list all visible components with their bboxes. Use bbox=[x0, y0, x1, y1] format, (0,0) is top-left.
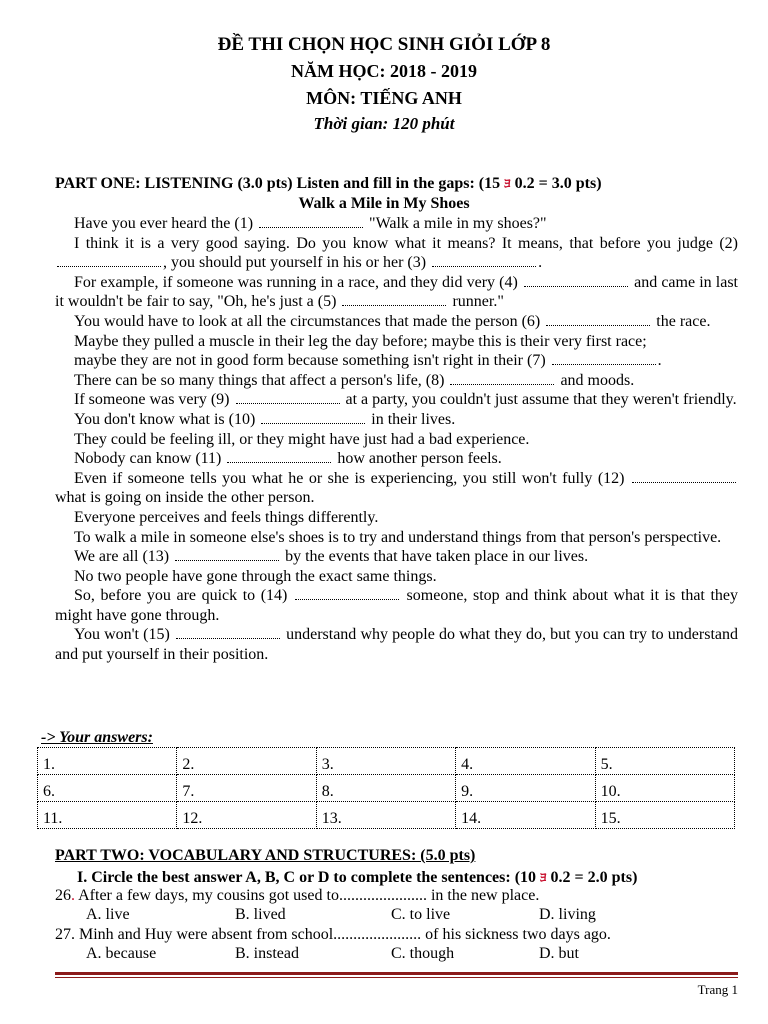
gap-3[interactable] bbox=[432, 256, 536, 267]
passage-text: , you should put yourself in his or her (3) bbox=[163, 254, 431, 272]
passage-text: You won't (15) bbox=[74, 626, 174, 644]
gap-9[interactable] bbox=[236, 393, 340, 404]
passage-line-11 bbox=[55, 469, 738, 508]
answer-cell[interactable]: 3. bbox=[316, 748, 455, 775]
passage-text: and moods. bbox=[556, 371, 635, 389]
answer-row bbox=[38, 775, 735, 802]
instruction-a: I. Circle the best answer A, B, C or D to complete the sentences: (10 bbox=[77, 869, 541, 886]
passage-text: at a party, you couldn't just assume that they weren't friendly. bbox=[341, 391, 737, 409]
passage-text: No two people have gone through the exact same things. bbox=[74, 567, 437, 585]
q26-option-d[interactable]: D. living bbox=[539, 906, 596, 923]
q27-option-d[interactable]: D. but bbox=[539, 945, 579, 962]
gap-5[interactable] bbox=[342, 295, 446, 306]
gap-14[interactable] bbox=[295, 589, 399, 600]
q26-option-a[interactable]: A. live bbox=[86, 906, 130, 923]
passage-text: understand why people do what they do, but you can try to understand and put yourself in their position. bbox=[55, 626, 738, 664]
gap-8[interactable] bbox=[450, 374, 554, 385]
answer-cell[interactable]: 14. bbox=[456, 802, 595, 829]
passage-line-17 bbox=[55, 625, 738, 664]
passage-line-7 bbox=[55, 390, 738, 410]
q27-option-c[interactable]: C. though bbox=[391, 945, 455, 962]
gap-4[interactable] bbox=[524, 276, 628, 287]
passage-line-12 bbox=[55, 508, 738, 528]
passage-text: Maybe they pulled a muscle in their leg the day before; maybe this is their very first race; bbox=[74, 332, 647, 350]
passage-line-10 bbox=[55, 449, 738, 469]
exam-title: ĐỀ THI CHỌN HỌC SINH GIỎI LỚP 8 bbox=[217, 34, 551, 55]
passage-line-9 bbox=[55, 430, 738, 450]
passage-line-15 bbox=[55, 567, 738, 587]
gap-12[interactable] bbox=[632, 472, 736, 483]
passage-text: the race. bbox=[652, 312, 711, 330]
gap-11[interactable] bbox=[227, 452, 331, 463]
passage-line-3 bbox=[55, 273, 738, 312]
passage-text: Even if someone tells you what he or she is experiencing, you still won't fully (12) bbox=[74, 469, 630, 487]
answer-cell[interactable]: 2. bbox=[177, 748, 316, 775]
passage-text: by the events that have taken place in our lives. bbox=[281, 548, 589, 566]
listening-passage bbox=[55, 214, 738, 665]
passage-text: So, before you are quick to (14) bbox=[74, 587, 293, 605]
times-sign: ﾖ bbox=[540, 870, 547, 885]
passage-text: what is going on inside the other person. bbox=[55, 489, 315, 507]
answer-cell[interactable]: 15. bbox=[595, 802, 734, 829]
gap-1[interactable] bbox=[259, 217, 363, 228]
footer-rule-thin bbox=[55, 977, 738, 978]
time-allowed: Thời gian: 120 phút bbox=[313, 114, 455, 133]
passage-text: To walk a mile in someone else's shoes is to try and understand things from that person's perspective. bbox=[74, 528, 722, 546]
passage-line-16 bbox=[55, 586, 738, 625]
passage-text: Nobody can know (11) bbox=[74, 450, 226, 468]
passage-line-5b bbox=[55, 351, 738, 371]
passage-text: maybe they are not in good form because something isn't right in their (7) bbox=[74, 352, 550, 370]
part-one-title-b: 0.2 = 3.0 pts) bbox=[510, 175, 602, 192]
answer-cell[interactable]: 1. bbox=[38, 748, 177, 775]
answer-cell[interactable]: 6. bbox=[38, 775, 177, 802]
question-26 bbox=[55, 887, 539, 905]
answer-cell[interactable]: 12. bbox=[177, 802, 316, 829]
answers-label bbox=[41, 729, 153, 747]
passage-line-4 bbox=[55, 312, 738, 332]
q26-option-c[interactable]: C. to live bbox=[391, 906, 451, 923]
question-dot: . bbox=[71, 887, 75, 904]
passage-text: how another person feels. bbox=[333, 450, 502, 468]
q27-option-a[interactable]: A. because bbox=[86, 945, 157, 962]
answer-row bbox=[38, 802, 735, 829]
answer-cell[interactable]: 8. bbox=[316, 775, 455, 802]
answer-cell[interactable]: 9. bbox=[456, 775, 595, 802]
passage-text: . bbox=[657, 352, 662, 370]
passage-text: For example, if someone was running in a race, and they did very (4) bbox=[74, 273, 522, 291]
passage-text: Have you ever heard the (1) bbox=[74, 215, 258, 232]
answer-row bbox=[38, 748, 735, 775]
passage-text: If someone was very (9) bbox=[74, 391, 234, 409]
page-number: Trang 1 bbox=[697, 982, 738, 997]
part-two-title: PART TWO: VOCABULARY AND STRUCTURES: (5.0 pts) bbox=[55, 847, 476, 864]
answers-label-text: -> Your answers: bbox=[41, 729, 153, 746]
answer-cell[interactable]: 10. bbox=[595, 775, 734, 802]
passage-text: "Walk a mile in my shoes?" bbox=[365, 215, 547, 232]
passage-text: They could be feeling ill, or they might have just had a bad experience. bbox=[74, 430, 530, 448]
gap-7[interactable] bbox=[552, 354, 656, 365]
question-text: After a few days, my cousins got used to...................... in the new place. bbox=[75, 887, 540, 904]
passage-text: We are all (13) bbox=[74, 548, 174, 566]
passage-text: There can be so many things that affect a person's life, (8) bbox=[74, 371, 449, 389]
instruction-b: 0.2 = 2.0 pts) bbox=[546, 869, 638, 886]
gap-13[interactable] bbox=[175, 550, 279, 561]
answer-cell[interactable]: 7. bbox=[177, 775, 316, 802]
passage-line-8 bbox=[55, 410, 738, 430]
gap-10[interactable] bbox=[261, 413, 365, 424]
passage-line-6 bbox=[55, 371, 738, 391]
passage-title: Walk a Mile in My Shoes bbox=[298, 195, 470, 212]
gap-2[interactable] bbox=[57, 256, 161, 267]
answer-cell[interactable]: 11. bbox=[38, 802, 177, 829]
subject: MÔN: TIẾNG ANH bbox=[306, 88, 462, 108]
answer-cell[interactable]: 5. bbox=[595, 748, 734, 775]
gap-15[interactable] bbox=[176, 628, 280, 639]
part-one-title bbox=[55, 173, 602, 193]
passage-text: in their lives. bbox=[367, 410, 456, 428]
school-year: NĂM HỌC: 2018 - 2019 bbox=[291, 61, 477, 81]
part-two-instruction bbox=[77, 867, 637, 887]
passage-line-14 bbox=[55, 547, 738, 567]
passage-text: I think it is a very good saying. Do you know what it means? It means, that before you judge (2) bbox=[74, 234, 738, 252]
question-number: 26 bbox=[55, 887, 71, 904]
passage-text: runner." bbox=[448, 293, 504, 311]
gap-6[interactable] bbox=[546, 315, 650, 326]
answer-cell[interactable]: 4. bbox=[456, 748, 595, 775]
passage-text: You would have to look at all the circumstances that made the person (6) bbox=[74, 312, 545, 330]
answer-grid bbox=[37, 747, 735, 829]
footer-rule bbox=[55, 972, 738, 975]
passage-text: and came in last it wouldn't be fair to say, "Oh, he's just a (5) bbox=[55, 273, 738, 311]
times-sign: ﾖ bbox=[504, 176, 511, 191]
q26-option-b[interactable]: B. lived bbox=[235, 906, 286, 923]
passage-text: You don't know what is (10) bbox=[74, 410, 260, 428]
part-one-title-a: PART ONE: LISTENING (3.0 pts) Listen and fill in the gaps: (15 bbox=[55, 175, 505, 192]
passage-line-5 bbox=[55, 332, 738, 352]
passage-text: . bbox=[538, 254, 543, 272]
passage-text: Everyone perceives and feels things differently. bbox=[74, 508, 379, 526]
passage-text: someone, stop and think about what it is that they might have gone through. bbox=[55, 587, 739, 624]
passage-line-1 bbox=[55, 214, 738, 234]
passage-line-2 bbox=[55, 234, 738, 273]
answer-cell[interactable]: 13. bbox=[316, 802, 455, 829]
passage-line-13 bbox=[55, 528, 738, 548]
q27-option-b[interactable]: B. instead bbox=[235, 945, 299, 962]
question-27: 27. Minh and Huy were absent from school...................... of his sickness two days ago. bbox=[55, 926, 611, 943]
